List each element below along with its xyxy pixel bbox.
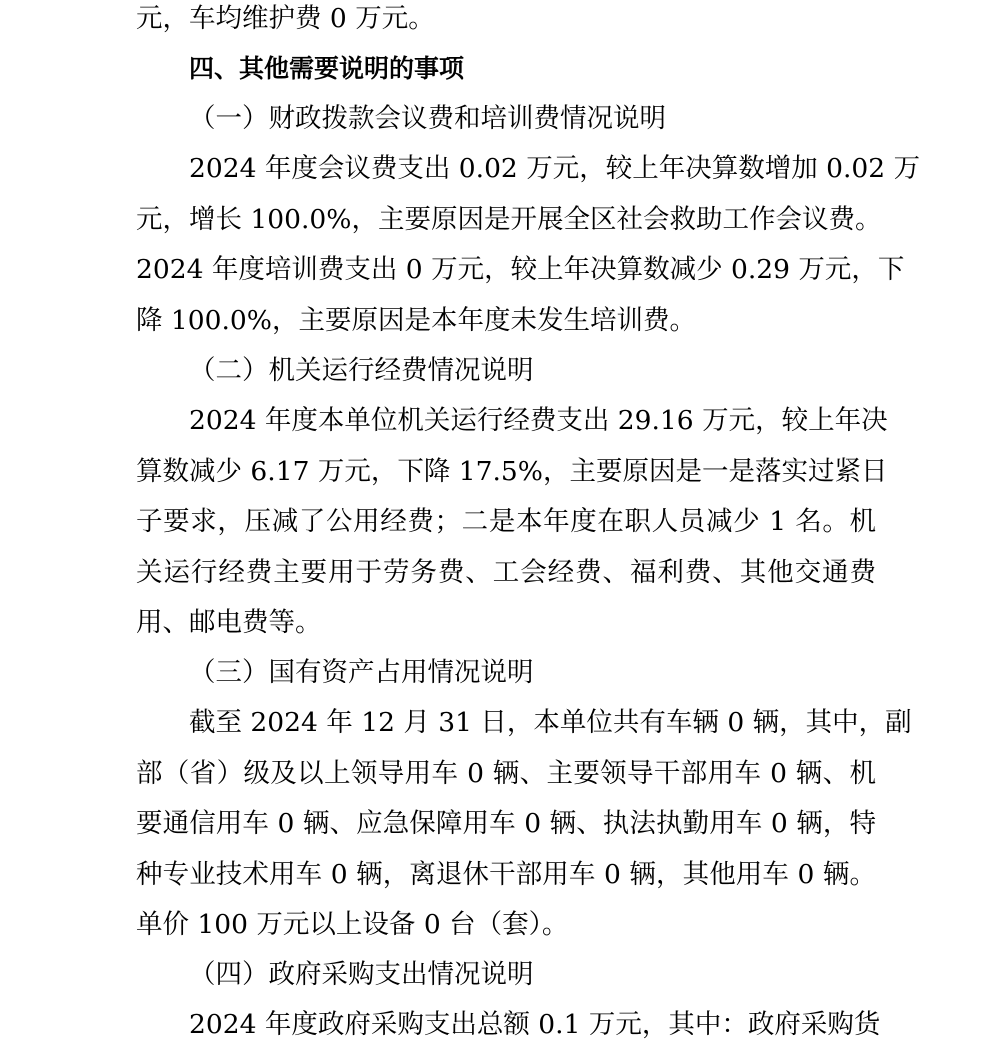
subsection-heading: （一）财政拨款会议费和培训费情况说明 [189,103,666,134]
paragraph-line: 算数减少 6.17 万元，下降 17.5%，主要原因是一是落实过紧日 [136,456,888,487]
paragraph-line: 元，增长 100.0%，主要原因是开展全区社会救助工作会议费。 [136,204,882,235]
paragraph-line: 截至 2024 年 12 月 31 日，本单位共有车辆 0 辆，其中，副 [189,707,912,738]
paragraph-line: 2024 年度政府采购支出总额 0.1 万元，其中：政府采购货 [189,1009,881,1040]
paragraph-line: 关运行经费主要用于劳务费、工会经费、福利费、其他交通费 [136,557,876,588]
paragraph-line: 用、邮电费等。 [136,607,322,638]
paragraph-line: 子要求，压减了公用经费；二是本年度在职人员减少 1 名。机 [136,506,876,537]
paragraph-line: 2024 年度本单位机关运行经费支出 29.16 万元，较上年决 [189,405,888,436]
paragraph-line: 2024 年度会议费支出 0.02 万元，较上年决算数增加 0.02 万 [189,153,921,184]
paragraph-line: 部（省）级及以上领导用车 0 辆、主要领导干部用车 0 辆、机 [136,758,876,789]
subsection-heading: （二）机关运行经费情况说明 [189,355,534,386]
section-heading: 四、其他需要说明的事项 [189,54,465,83]
paragraph-line: 降 100.0%，主要原因是本年度未发生培训费。 [136,305,696,336]
subsection-heading: （四）政府采购支出情况说明 [189,959,534,990]
paragraph-line: 种专业技术用车 0 辆，离退休干部用车 0 辆，其他用车 0 辆。 [136,859,876,890]
paragraph-line: 单价 100 万元以上设备 0 台（套）。 [136,909,569,940]
paragraph-line: 元，车均维护费 0 万元。 [136,3,435,34]
subsection-heading: （三）国有资产占用情况说明 [189,657,534,688]
paragraph-line: 2024 年度培训费支出 0 万元，较上年决算数减少 0.29 万元，下 [136,254,905,285]
paragraph-line: 要通信用车 0 辆、应急保障用车 0 辆、执法执勤用车 0 辆，特 [136,808,876,839]
